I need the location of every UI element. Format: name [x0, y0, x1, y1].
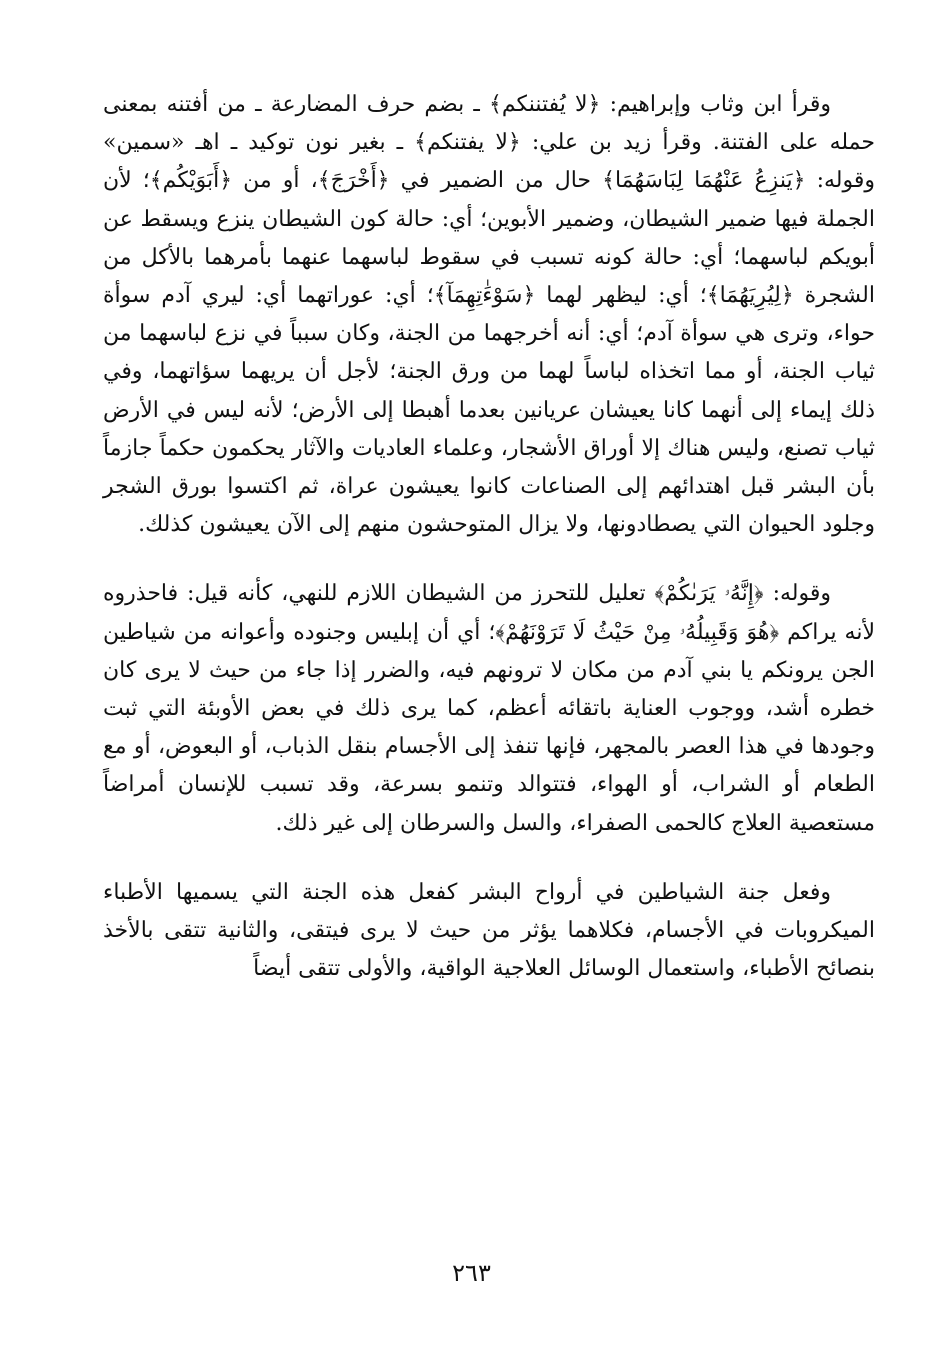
paragraph-3: وفعل جنة الشياطين في أرواح البشر كفعل هذه الجنة التي يسميها الأطباء الميكروبات في الأجسام، فكلاهما يؤثر من حيث لا يرى فيتقى، والثانية تتقى بالأخذ بنصائح الأطباء، واستعمال الوسائل العلاجية الواقية، والأولى تتقى أيضاً	[103, 879, 875, 982]
paragraph-2: وقوله: ﴿إِنَّهُۥ يَرَىٰكُمْ﴾ تعليل للتحرز من الشيطان اللازم للنهي، كأنه قيل: فاحذروه لأنه يراكم ﴿هُوَ وَقَبِيلُهُۥ مِنْ حَيْثُ لَا تَرَوْنَهُمْ﴾؛ أي أن إبليس وجنوده وأعوانه من شياطين الجن يرونكم يا بني آدم من مكان لا ترونهم فيه، والضرر إذا جاء من حيث لا يرى كان خطره أشد، ووجوب العناية باتقائه أعظم، كما يرى ذلك في بعض الأوبئة التي ثبت وجودها في هذا العصر بالمجهر، فإنها تنفذ إلى الأجسام بنقل الذباب، أو البعوض، أو مع الطعام أو الشراب، أو الهواء، فتتوالد وتنمو بسرعة، وقد تسبب للإنسان أمراضاً مستعصية العلاج كالحمى الصفراء، والسل والسرطان إلى غير ذلك.	[103, 581, 875, 836]
page-number: ٢٦٣	[452, 1259, 491, 1287]
paragraph-1: وقرأ ابن وثاب وإبراهيم: ﴿لا يُفتننكم﴾ ـ بضم حرف المضارعة ـ من أفتنه بمعنى حمله على الفتنة. وقرأ زيد بن علي: ﴿لا يفتنكم﴾ ـ بغير نون توكيد ـ اهـ «سمين» وقوله: ﴿يَنزِعُ عَنْهُمَا لِبَاسَهُمَا﴾ حال من الضمير في ﴿أَخْرَجَ﴾، أو من ﴿أَبَوَيْكُم﴾؛ لأن الجملة فيها ضمير الشيطان، وضمير الأبوين؛ أي: حالة كون الشيطان ينزع ويسقط عن أبويكم لباسهما؛ أي: حالة كونه تسبب في سقوط لباسهما عنهما بأمرهما بالأكل من الشجرة ﴿لِيُرِيَهُمَا﴾؛ أي: ليظهر لهما ﴿سَوْءَٰتِهِمَآ﴾؛ أي: عوراتهما أي: ليري آدم سوأة حواء، وترى هي سوأة آدم؛ أي: أنه أخرجهما من الجنة، وكان سبباً في نزع لباسهما من ثياب الجنة، أو مما اتخذاه لباساً لهما من ورق الجنة؛ لأجل أن يريهما سؤاتهما، وفي ذلك إيماء إلى أنهما كانا يعيشان عريانين بعدما أهبطا إلى الأرض؛ لأنه ليس في الأرض ثياب تصنع، وليس هناك إلا أوراق الأشجار، وعلماء العاديات والآثار يحكمون حكماً جازماً بأن البشر قبل اهتدائهم إلى الصناعات كانوا يعيشون عراة، ثم اكتسوا بورق الشجر وجلود الحيوان التي يصطادونها، ولا يزال المتوحشون منهم إلى الآن يعيشون كذلك.	[103, 92, 875, 538]
page-body	[103, 86, 875, 988]
